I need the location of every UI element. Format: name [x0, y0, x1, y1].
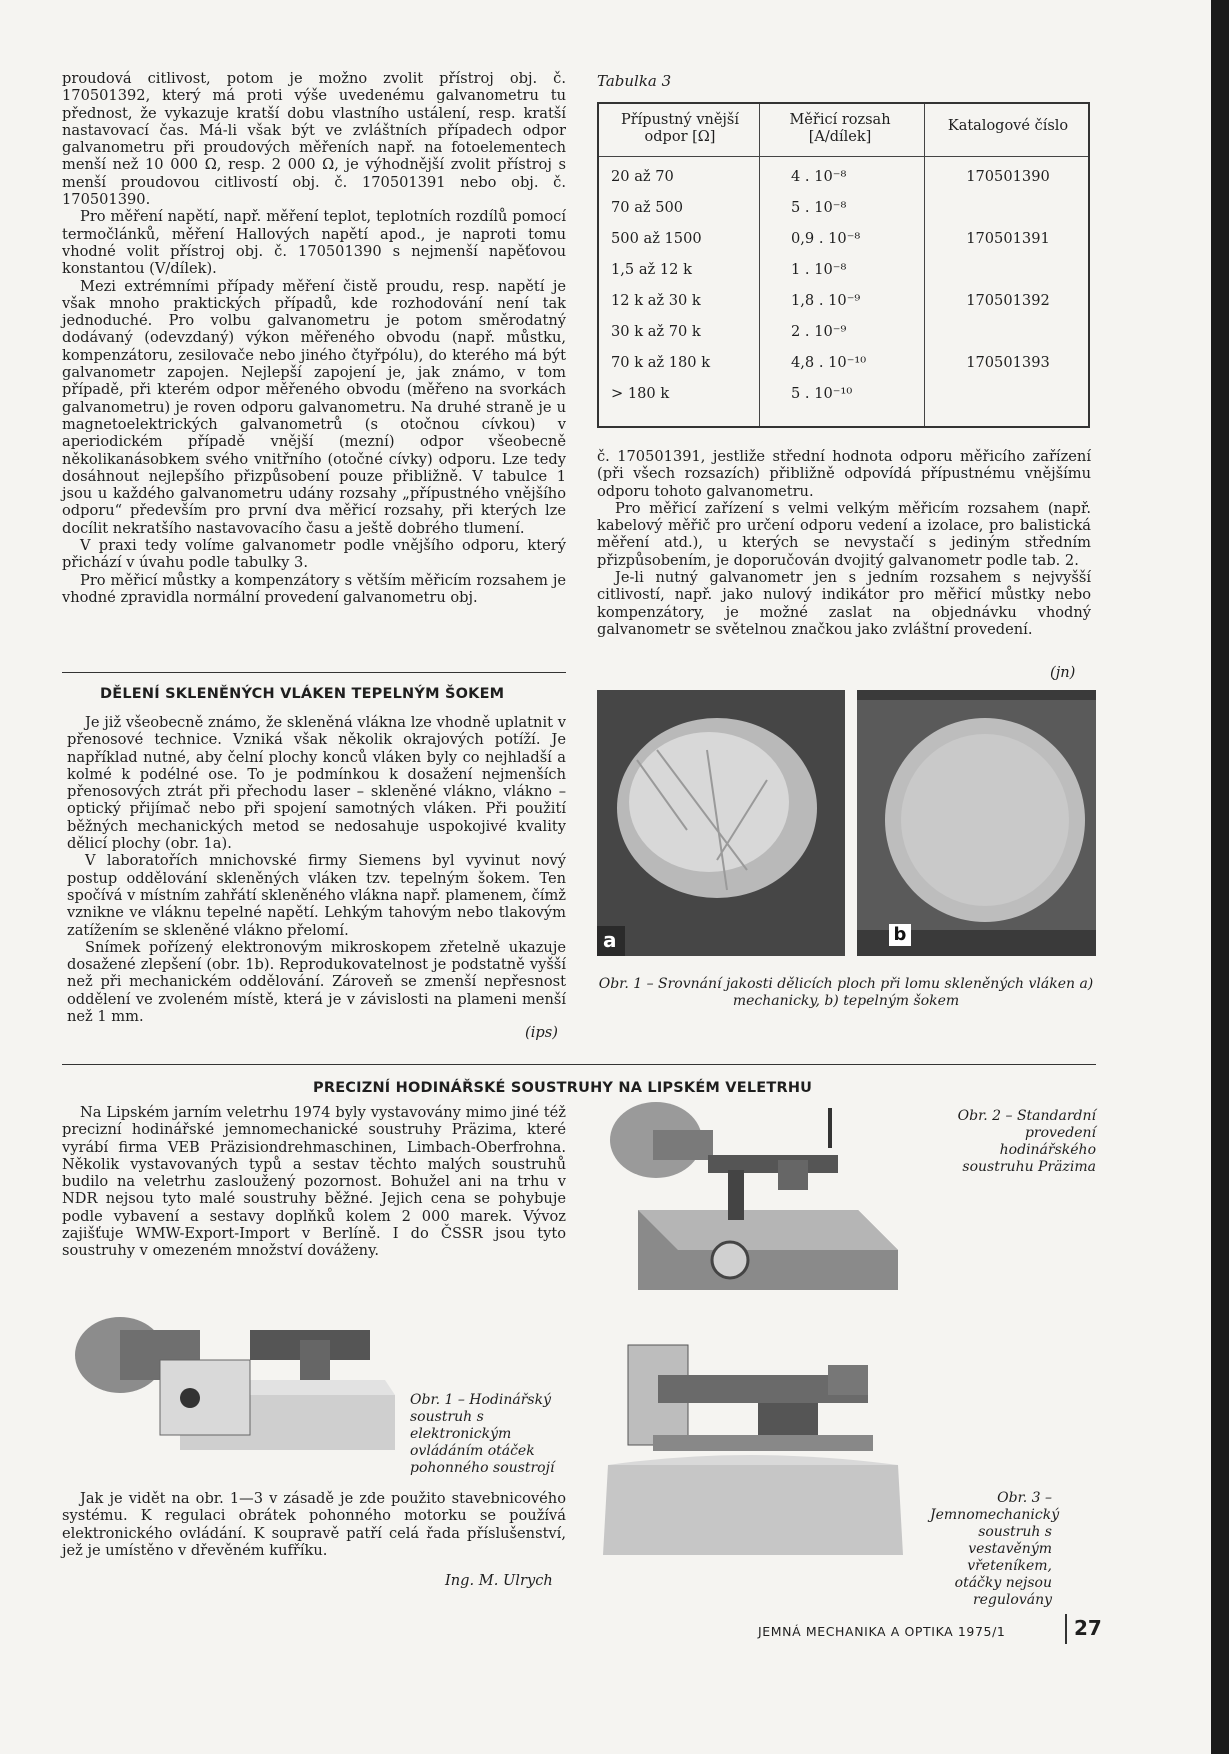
lathe-image	[70, 1300, 400, 1465]
photo-fiber-mechanical	[597, 690, 845, 956]
paragraph: Je již všeobecně známo, že skleněná vlákna lze vhodně uplatnit v přenosové technice. Vzniká však několik okrajových potíží. Je například nutné, aby čelní plochy konců vláken byly co nejhladší a kolmé k podélné ose. To je podmínkou k dosažení nejmenších přenosových ztrát při přechodu laser – skleněné vlákno, vlákno – optický přijímač nebo při spojení samotných vláken. Při použití běžných mechanických metod se nedosahuje uspokojivé kvality dělicí plochy (obr. 1a).	[67, 714, 566, 853]
author: Ing. M. Ulrych	[445, 1572, 553, 1589]
table-cell: 170501391	[966, 230, 1050, 247]
figure-caption: Obr. 2 – Standardní provedení hodinářského soustruhu Präzima	[957, 1108, 1096, 1175]
table-cell: 2 . 10⁻⁹	[791, 323, 847, 340]
lathe-image	[598, 1325, 908, 1570]
table-cell: 500 až 1500	[611, 230, 702, 247]
table-cell: 5 . 10⁻⁸	[791, 199, 847, 216]
paragraph: Pro měřicí můstky a kompenzátory s větším měřicím rozsahem je vhodné zpravidla normální provedení galvanometru obj.	[62, 571, 566, 606]
table-cell: 20 až 70	[611, 168, 674, 185]
photo-lathe-electronic	[70, 1300, 400, 1465]
paragraph: Mezi extrémními případy měření čistě proudu, resp. napětí je však mnoho praktických případů, kde rozhodování není tak jednoduché. Pro volbu galvanometru je potom směrodatný dodávaný (odevzdaný) výkon měřeného obvodu (např. můstku, kompenzátoru, zesilovače nebo jiného čtyřpólu), do kterého má být galvanometr zapojen. Nejlepší zapojení je, jak známo, v tom případě, při kterém odpor měřeného obvodu (měřeno na svorkách galvanometru) je roven odporu galvanometru. Na druhé straně je u magnetoelektrických galvanometrů (s otočnou cívkou) v aperiodickém případě vnější (mezní) odpor všeobecně několikanásobkem svého vnitřního (otočné cívky) odporu. Lze tedy dosáhnout nejlepšího přizpůsobení pouze přibližně. V tabulce 1 jsou u každého galvanometru udány rozsahy „přípustného vnějšího odporu“ především pro první dva měřicí rozsahy, při kterých lze docílit nekratšího nastavovacího času a ještě dobrého tlumení.	[62, 277, 566, 537]
scan-edge	[1211, 0, 1229, 1754]
table-cell: 30 k až 70 k	[611, 323, 701, 340]
right-column	[597, 448, 1091, 638]
article-title: DĚLENÍ SKLENĚNÝCH VLÁKEN TEPELNÝM ŠOKEM	[100, 686, 505, 702]
article-title: PRECIZNÍ HODINÁŘSKÉ SOUSTRUHY NA LIPSKÉM VELETRHU	[313, 1080, 813, 1096]
table-cell: 12 k až 30 k	[611, 292, 701, 309]
photo-label-b: b	[889, 924, 911, 946]
footer-journal: JEMNÁ MECHANIKA A OPTIKA 1975/1	[758, 1624, 1006, 1639]
table-cell: 1 . 10⁻⁸	[791, 261, 847, 278]
signature: (jn)	[1050, 664, 1076, 681]
paragraph: V laboratořích mnichovské firmy Siemens byl vyvinut nový postup oddělování skleněných vláken tzv. tepelným šokem. Ten spočívá v místním zahřátí skleněného vlákna např. plamenem, čímž vznikne ve vláknu tepelné napětí. Lehkým tahovým nebo tlakovým zatížením se skleněné vlákno přelomí.	[67, 852, 566, 939]
figure-caption: Obr. 1 – Srovnání jakosti dělicích ploch při lomu skleněných vláken a) mechanicky, b) tepelným šokem	[598, 976, 1094, 1009]
table-cell: 70 k až 180 k	[611, 354, 711, 371]
paragraph: Je-li nutný galvanometr jen s jedním rozsahem s nejvyšší citlivostí, např. jako nulový indikátor pro měřicí můstky nebo kompenzátory, je možné zaslat na objednávku vhodný galvanometr se světelnou značkou jako zvláštní provedení.	[597, 569, 1091, 638]
lathe-image	[598, 1100, 898, 1300]
photo-label-a: a	[603, 928, 617, 952]
table-cell: 70 až 500	[611, 199, 684, 216]
fiber-end-image	[857, 690, 1096, 956]
table-cell: 4,8 . 10⁻¹⁰	[791, 354, 867, 371]
page-number: 27	[1074, 1616, 1102, 1640]
table-cell: 1,8 . 10⁻⁹	[791, 292, 861, 309]
table-cell: > 180 k	[611, 385, 670, 402]
photo-lathe-builtin-headstock	[598, 1325, 908, 1570]
section-divider	[62, 1064, 1096, 1065]
footer-divider	[1065, 1614, 1067, 1644]
photo-fiber-thermal	[857, 690, 1096, 956]
paragraph: Na Lipském jarním veletrhu 1974 byly vystavovány mimo jiné též precizní hodinářské jemnomechanické soustruhy Präzima, které vyrábí firma VEB Präzisiondrehmaschinen, Limbach-Oberfrohna. Několik vystavovaných typů a sestav těchto malých soustruhů budilo na veletrhu zasloužený pozornost. Bohužel ani na trhu v NDR nejsou tyto malé soustruhy běžné. Jejich cena se pohybuje podle vybavení a sestavy doplňků kolem 2 000 marek. Vývoz zajišťuje WMW-Export-Import v Berlíně. I do ČSSR jsou tyto soustruhy v omezeném množství dováženy.	[62, 1104, 566, 1260]
article-body	[67, 714, 566, 1025]
table-cell: 170501393	[966, 354, 1050, 371]
table-cell: 0,9 . 10⁻⁸	[791, 230, 861, 247]
table-cell: 5 . 10⁻¹⁰	[791, 385, 853, 402]
table-caption: Tabulka 3	[597, 72, 672, 90]
paragraph: č. 170501391, jestliže střední hodnota odporu měřicího zařízení (při všech rozsazích) přibližně odpovídá přípustnému vnějšímu odporu tohoto galvanometru.	[597, 448, 1091, 500]
table-cell: 170501390	[966, 168, 1050, 185]
figure-caption: Obr. 3 – Jemnomechanický soustruh s vestavěným vřeteníkem, otáčky nejsou regulovány	[930, 1490, 1060, 1608]
table-header: Měřicí rozsah [A/dílek]	[789, 112, 891, 145]
table-cell: 1,5 až 12 k	[611, 261, 692, 278]
fiber-end-image	[597, 690, 845, 956]
paragraph: Pro měřicí zařízení s velmi velkým měřicím rozsahem (např. kabelový měřič pro určení odporu vedení a izolace, pro balistická měření atd.), u kterých se nevystačí s jediným středním přizpůsobením, je doporučován dvojitý galvanometr podle tab. 2.	[597, 499, 1091, 569]
table-cell: 4 . 10⁻⁸	[791, 168, 847, 185]
table-3	[597, 102, 1090, 428]
paragraph: Jak je vidět na obr. 1—3 v zásadě je zde použito stavebnicového systému. K regulaci obrátek pohonného motorku se používá elektronického ovládání. K soupravě patří celá řada příslušenství, jež je umístěno v dřevěném kufříku.	[62, 1490, 566, 1559]
figure-caption: Obr. 1 – Hodinářský soustruh s elektronickým ovládáním otáček pohonného soustrojí	[410, 1392, 555, 1476]
photo-lathe-standard	[598, 1100, 898, 1300]
paragraph: Snímek pořízený elektronovým mikroskopem zřetelně ukazuje dosažené zlepšení (obr. 1b). Reprodukovatelnost je podstatně vyšší než při mechanickém oddělování. Zároveň se zmenší nepřesnost oddělení ve zvoleném místě, která je v závislosti na plameni menší než 1 mm.	[67, 938, 566, 1026]
paragraph: V praxi tedy volíme galvanometr podle vnějšího odporu, který přichází v úvahu podle tabulky 3.	[62, 537, 566, 572]
paragraph: Pro měření napětí, např. měření teplot, teplotních rozdílů pomocí termočlánků, měření Hallových napětí apod., je naproti tomu vhodné volit přístroj obj. č. 170501390 s nejmenší napěťovou konstantou (V/dílek).	[62, 208, 566, 278]
article-body	[62, 1490, 566, 1559]
signature: (ips)	[525, 1024, 558, 1041]
table-cell: 170501392	[966, 292, 1050, 309]
table-header: Přípustný vnější odpor [Ω]	[620, 112, 740, 145]
article-body	[62, 1104, 566, 1260]
paragraph: proudová citlivost, potom je možno zvolit přístroj obj. č. 170501392, který má proti výše uvedenému galvanometru tu přednost, že vykazuje kratší dobu vlastního ustálení, resp. kratší nastavovací čas. Má-li však být ve zvláštních případech odpor galvanometru při proudových měřeních např. na fotoelementech menší než 10 000 Ω, resp. 2 000 Ω, je výhodnější zvolit přístroj s menší proudovou citlivostí obj. č. 170501391 nebo obj. č. 170501390.	[62, 70, 566, 209]
table-header: Katalogové číslo	[947, 118, 1069, 134]
section-divider	[62, 672, 566, 673]
left-column	[62, 70, 566, 606]
